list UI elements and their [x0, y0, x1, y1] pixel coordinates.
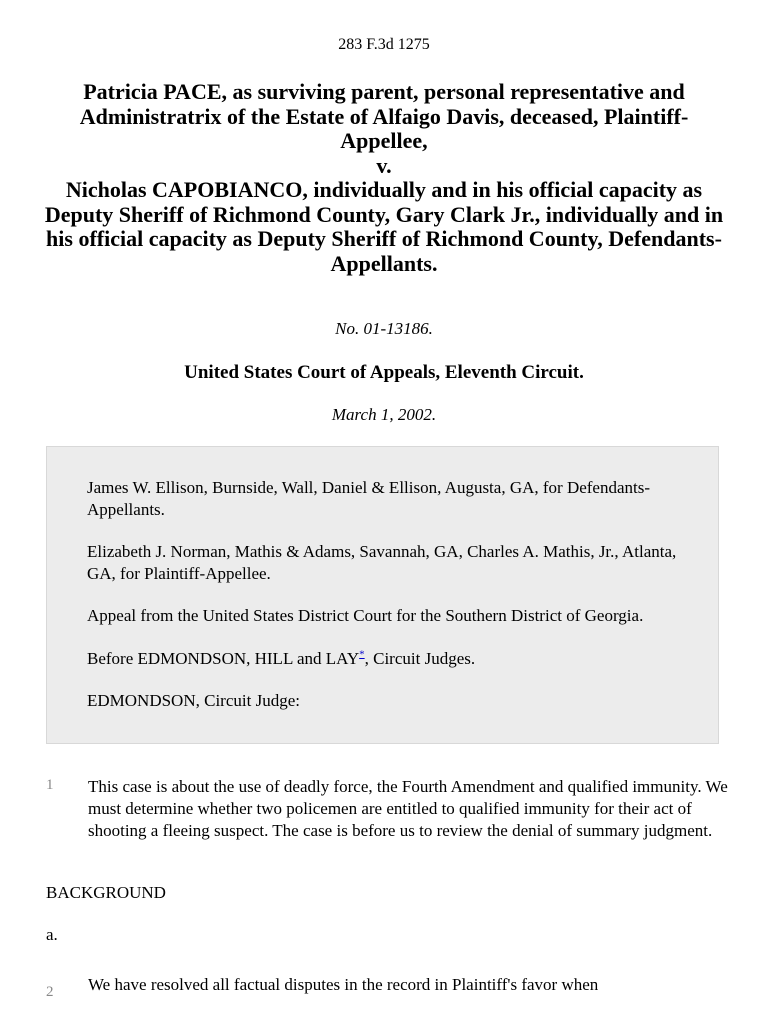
opinion-author: EDMONDSON, Circuit Judge:: [87, 691, 300, 710]
paragraph-text: This case is about the use of deadly force, the Fourth Amendment and qualified immunity. We must determine whether two policemen are entitled to qualified immunity for their act of shooting a fleeing suspect. The case is before us to review the denial of summary judgment.: [88, 777, 728, 840]
case-caption: [40, 80, 728, 276]
footnote-link[interactable]: *: [359, 647, 365, 660]
counsel-plaintiff: Elizabeth J. Norman, Mathis & Adams, Savannah, GA, Charles A. Mathis, Jr., Atlanta, GA, for Plaintiff-Appellee.: [87, 542, 677, 583]
panel-judges: [87, 648, 678, 670]
caption-plaintiff: Patricia PACE, as surviving parent, personal representative and Administratrix of the Estate of Alfaigo Davis, deceased, Plaintiff-Appellee,: [79, 79, 689, 153]
paragraph-number: 1: [46, 777, 54, 793]
caption-defendants: Nicholas CAPOBIANCO, individually and in his official capacity as Deputy Sheriff of Richmond County, Gary Clark Jr., individually and in his official capacity as Deputy Sheriff of Richmond County, Defendants-Appellants.: [44, 177, 724, 276]
court-name: United States Court of Appeals, Eleventh Circuit.: [184, 362, 584, 383]
counsel-defendants: James W. Ellison, Burnside, Wall, Daniel & Ellison, Augusta, GA, for Defendants-Appellants.: [87, 478, 651, 519]
prelims-box: [46, 446, 719, 744]
citation: 283 F.3d 1275: [338, 36, 430, 53]
panel-judges-suffix: , Circuit Judges.: [364, 648, 476, 668]
paragraph-number: 2: [46, 984, 54, 1000]
caption-versus: v.: [376, 152, 392, 178]
section-heading: BACKGROUND: [46, 883, 166, 902]
decision-date: March 1, 2002.: [331, 405, 437, 424]
panel-judges-prefix: Before EDMONDSON, HILL and LAY: [87, 648, 360, 668]
appeal-from: Appeal from the United States District Court for the Southern District of Georgia.: [87, 606, 644, 625]
paragraph-text: We have resolved all factual disputes in the record in Plaintiff's favor when: [88, 975, 599, 994]
section-subheading: a.: [46, 925, 58, 944]
docket-number: No. 01-13186.: [335, 319, 433, 338]
